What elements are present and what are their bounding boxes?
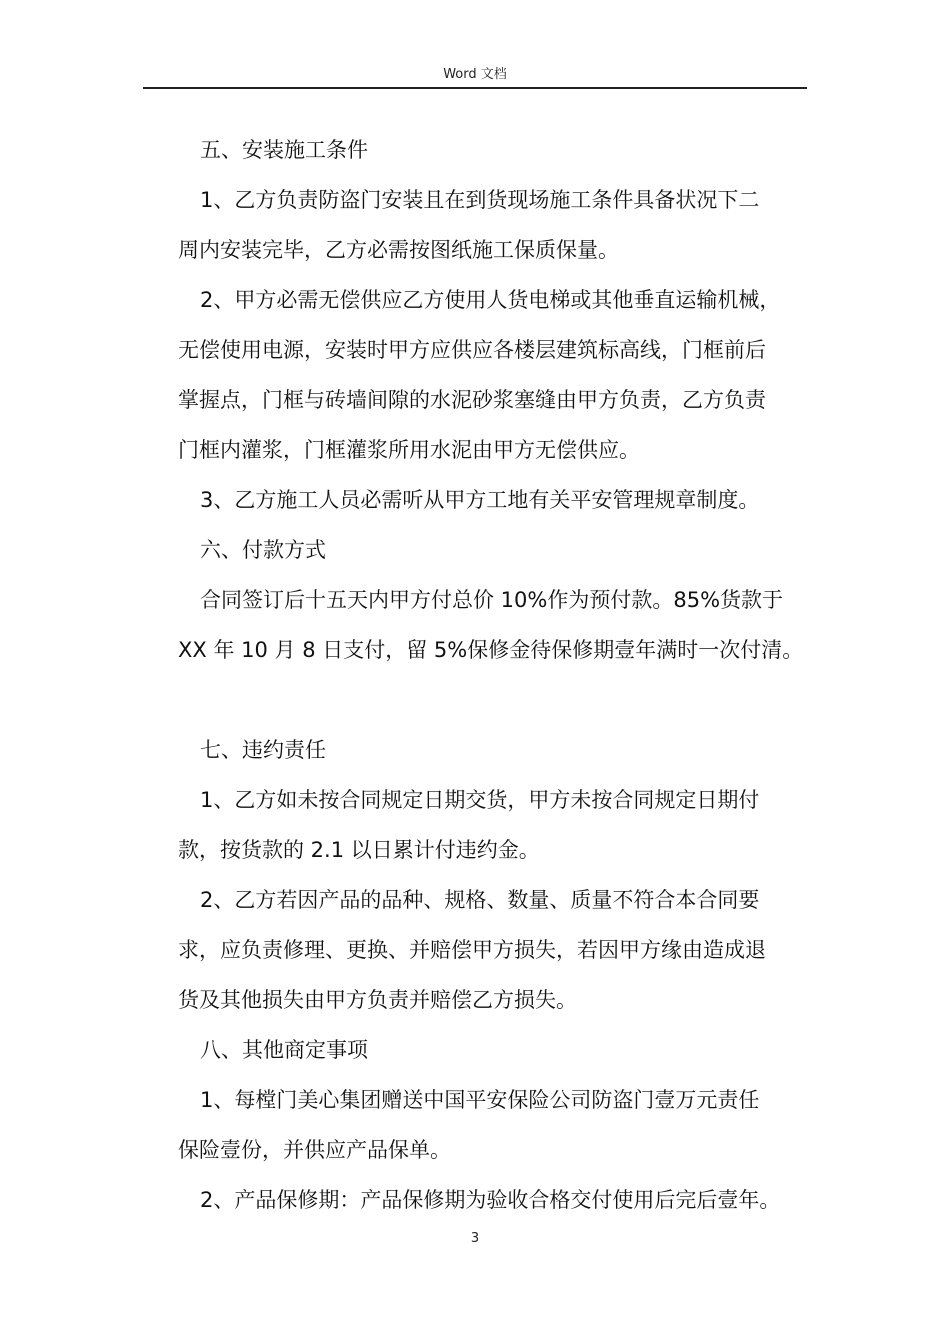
- section-heading-installation: 五、安装施工条件: [200, 138, 368, 162]
- blank-line: [178, 675, 804, 725]
- paragraph-line: XX 年 10 月 8 日支付，留 5%保修金待保修期壹年满时一次付清。: [178, 638, 804, 662]
- paragraph-line: 1、乙方如未按合同规定日期交货，甲方未按合同规定日期付: [200, 788, 760, 812]
- paragraph-line: 1、每樘门美心集团赠送中国平安保险公司防盗门壹万元责任: [200, 1088, 760, 1112]
- paragraph-line: 掌握点，门框与砖墙间隙的水泥砂浆塞缝由甲方负责，乙方负责: [178, 388, 766, 412]
- section-heading-payment: 六、付款方式: [200, 538, 326, 562]
- paragraph-line: 保险壹份，并供应产品保单。: [178, 1138, 451, 1162]
- paragraph-line: 2、乙方若因产品的品种、规格、数量、质量不符合本合同要: [200, 888, 760, 912]
- paragraph-line: 货及其他损失由甲方负责并赔偿乙方损失。: [178, 988, 577, 1012]
- paragraph-line: 3、乙方施工人员必需听从甲方工地有关平安管理规章制度。: [200, 488, 760, 512]
- header-divider: [143, 87, 807, 89]
- page-header-title: Word 文档: [443, 67, 507, 82]
- page-number: 3: [470, 1231, 480, 1246]
- section-heading-other-matters: 八、其他商定事项: [200, 1038, 368, 1062]
- section-heading-liability: 七、违约责任: [200, 738, 326, 762]
- paragraph-line: 2、产品保修期：产品保修期为验收合格交付使用后完后壹年。: [200, 1188, 781, 1212]
- paragraph-line: 周内安装完毕，乙方必需按图纸施工保质保量。: [178, 238, 619, 262]
- paragraph-line: 1、乙方负责防盗门安装且在到货现场施工条件具备状况下二: [200, 188, 760, 212]
- paragraph-line: 求，应负责修理、更换、并赔偿甲方损失，若因甲方缘由造成退: [178, 938, 766, 962]
- paragraph-line: 合同签订后十五天内甲方付总价 10%作为预付款。85%货款于: [200, 588, 784, 612]
- paragraph-line: 2、甲方必需无偿供应乙方使用人货电梯或其他垂直运输机械，: [200, 288, 781, 312]
- paragraph-line: 无偿使用电源，安装时甲方应供应各楼层建筑标高线，门框前后: [178, 338, 766, 362]
- paragraph-line: 门框内灌浆，门框灌浆所用水泥由甲方无偿供应。: [178, 438, 640, 462]
- document-body: [178, 125, 804, 1225]
- paragraph-line: 款，按货款的 2.1 以日累计付违约金。: [178, 838, 540, 862]
